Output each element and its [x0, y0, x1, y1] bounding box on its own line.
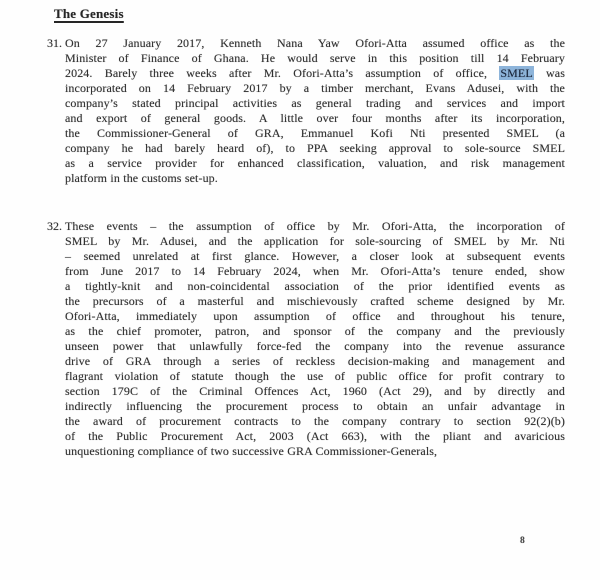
text-line: unquestioning compliance of two successive GRA Commissioner-Generals, — [65, 444, 438, 458]
text-segment: was — [533, 66, 565, 80]
text-line: company’s stated principal activities as general trading and services and import — [65, 96, 565, 110]
text-line: as the chief promoter, patron, and sponsor of the company and the previously — [65, 324, 565, 338]
text-line: the award of procurement contracts to the company contrary to section 92(2)(b) — [65, 414, 565, 428]
text-line: a tightly-knit and non-coincidental association of the prior identified events as — [65, 279, 565, 293]
paragraph-body — [65, 36, 565, 186]
text-line: These events – the assumption of office by Mr. Ofori-Atta, the incorporation of — [65, 219, 565, 233]
text-line: from June 2017 to 14 February 2024, when Mr. Ofori-Atta’s tenure ended, show — [65, 264, 565, 278]
text-line: section 179C of the Criminal Offences Act, 1960 (Act 29), and by directly and — [65, 384, 565, 398]
text-line: incorporated on 14 February 2017 by a timber merchant, Evans Adusei, with the — [65, 81, 565, 95]
text-line: and export of general goods. A little over four months after its incorporation, — [65, 111, 565, 125]
text-line — [65, 66, 565, 81]
text-line: SMEL by Mr. Adusei, and the application for sole-sourcing of SMEL by Mr. Nti — [65, 234, 565, 248]
text-line: indirectly influencing the procurement process to obtain an unfair advantage in — [65, 399, 565, 413]
text-line: the Commissioner-General of GRA, Emmanuel Kofi Nti presented SMEL (a — [65, 126, 565, 140]
highlighted-text: SMEL — [500, 66, 533, 80]
section-heading: The Genesis — [54, 6, 124, 21]
text-line: Minister of Finance of Ghana. He would serve in this position till 14 February — [65, 51, 565, 65]
text-line: the precursors of a masterful and mischievously crafted scheme designed by Mr. — [65, 294, 565, 308]
paragraph-32 — [47, 219, 565, 459]
text-line: – seemed unrelated at first glance. However, a closer look at subsequent events — [65, 249, 565, 263]
text-line: unseen power that unlawfully force-fed the company into the revenue assurance — [65, 339, 565, 353]
text-segment: 2024. Barely three weeks after Mr. Ofori-Atta’s assumption of office, — [65, 66, 500, 80]
page-number: 8 — [520, 536, 525, 546]
text-line: company he had barely heard of), to PPA seeking approval to sole-source SMEL — [65, 141, 565, 155]
text-line: as a service provider for enhanced classification, valuation, and risk management — [65, 156, 565, 170]
text-line: drive of GRA through a series of reckless decision-making and management and — [65, 354, 565, 368]
text-line: platform in the customs set-up. — [65, 171, 218, 185]
text-line: Ofori-Atta, immediately upon assumption of office and throughout his tenure, — [65, 309, 565, 323]
text-line: flagrant violation of statute though the use of public office for profit contrary to — [65, 369, 565, 383]
paragraph-number: 31. — [47, 36, 62, 50]
text-line: of the Public Procurement Act, 2003 (Act 663), with the pliant and avaricious — [65, 429, 565, 443]
text-line: On 27 January 2017, Kenneth Nana Yaw Ofori-Atta assumed office as the — [65, 36, 565, 50]
paragraph-body — [65, 219, 565, 459]
paragraph-31 — [47, 36, 565, 186]
paragraph-number: 32. — [47, 219, 62, 233]
